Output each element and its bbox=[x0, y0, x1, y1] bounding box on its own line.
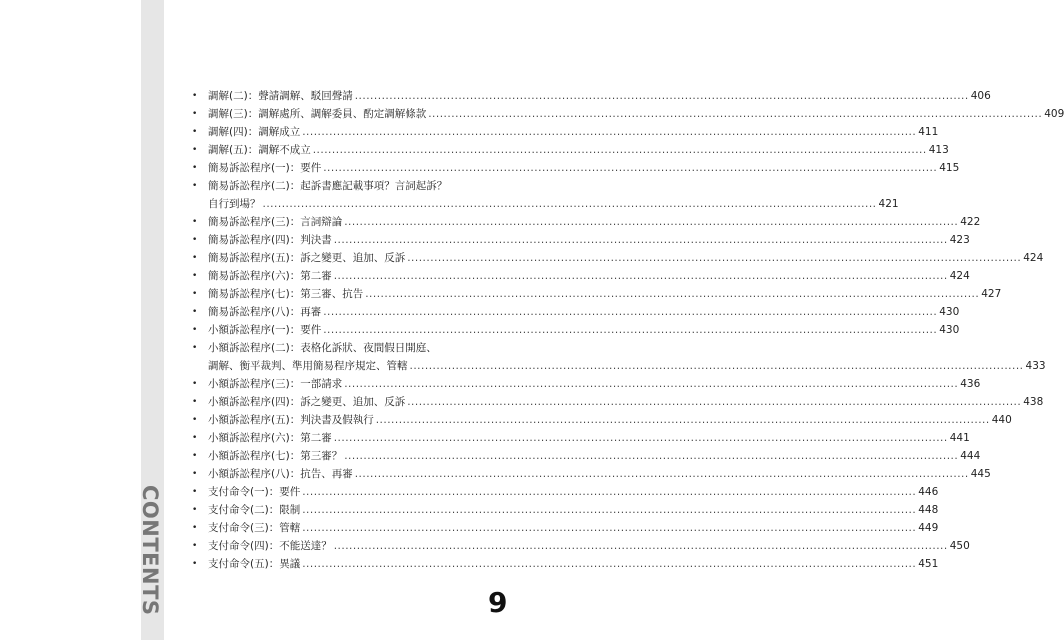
toc-entry-title: 簡易訴訟程序(一)：要件 bbox=[208, 162, 322, 174]
toc-entry-title: 小額訴訟程序(五)：判決書及假執行 bbox=[208, 414, 374, 426]
bullet-icon: • bbox=[192, 397, 198, 407]
dot-leader: ................................................................................................................................................................ bbox=[323, 162, 938, 174]
toc-entry-page: 430 bbox=[939, 306, 960, 318]
toc-entry-page: 424 bbox=[1023, 252, 1044, 264]
dot-leader: ................................................................................................................................................................ bbox=[375, 414, 990, 426]
bullet-icon: • bbox=[192, 523, 198, 533]
toc-entry-page: 406 bbox=[970, 90, 991, 102]
toc-entry-title: 調解(五)：調解不成立 bbox=[208, 144, 311, 156]
bullet-icon: • bbox=[192, 127, 198, 137]
toc-entry-title: 簡易訴訟程序(五)：訴之變更、追加、反訴 bbox=[208, 252, 406, 264]
toc-entry bbox=[192, 231, 970, 249]
toc-entry bbox=[192, 105, 1064, 123]
dot-leader: ................................................................................................................................................................ bbox=[333, 270, 948, 282]
toc-entry-page: 430 bbox=[939, 324, 960, 336]
toc-entry bbox=[192, 411, 1012, 429]
toc-entry bbox=[192, 429, 970, 447]
toc-entry bbox=[192, 447, 981, 465]
dot-leader: ................................................................................................................................................................ bbox=[333, 540, 948, 552]
toc-entry bbox=[192, 375, 981, 393]
bullet-icon: • bbox=[192, 109, 198, 119]
toc-entry-page: 427 bbox=[981, 288, 1002, 300]
toc-entry bbox=[192, 465, 991, 483]
toc-entry-title: 簡易訴訟程序(三)：言詞辯論 bbox=[208, 216, 343, 228]
contents-side-label: CONTENTS bbox=[138, 485, 162, 616]
toc-entry bbox=[192, 123, 939, 141]
bullet-icon: • bbox=[192, 271, 198, 281]
toc-entry-title: 自行到場？ bbox=[208, 198, 261, 210]
bullet-icon: • bbox=[192, 253, 198, 263]
toc-entry bbox=[192, 303, 960, 321]
toc-entry bbox=[192, 267, 970, 285]
bullet-icon: • bbox=[192, 325, 198, 335]
toc-entry bbox=[192, 159, 960, 177]
bullet-icon: • bbox=[192, 415, 198, 425]
toc-entry-title: 簡易訴訟程序(二)：起訴書應記載事項？言詞起訴？ bbox=[208, 180, 448, 192]
dot-leader: ................................................................................................................................................................ bbox=[407, 396, 1022, 408]
toc-entry-title: 小額訴訟程序(四)：訴之變更、追加、反訴 bbox=[208, 396, 406, 408]
toc-entry-page: 450 bbox=[949, 540, 970, 552]
table-of-contents bbox=[192, 87, 1064, 573]
dot-leader: ................................................................................................................................................................ bbox=[344, 450, 959, 462]
bullet-icon: • bbox=[192, 451, 198, 461]
dot-leader: ................................................................................................................................................................ bbox=[302, 522, 917, 534]
bullet-icon: • bbox=[192, 505, 198, 515]
toc-entry-title: 小額訴訟程序(一)：要件 bbox=[208, 324, 322, 336]
toc-entry-page: 440 bbox=[991, 414, 1012, 426]
toc-entry-title: 小額訴訟程序(七)：第三審？ bbox=[208, 450, 343, 462]
dot-leader: ................................................................................................................................................................ bbox=[302, 126, 917, 138]
toc-entry-page: 446 bbox=[918, 486, 939, 498]
bullet-icon: • bbox=[192, 469, 198, 479]
bullet-icon: • bbox=[192, 289, 198, 299]
toc-entry-page: 411 bbox=[918, 126, 939, 138]
bullet-icon: • bbox=[192, 217, 198, 227]
toc-entry-title: 調解(四)：調解成立 bbox=[208, 126, 301, 138]
toc-entry-page: 415 bbox=[939, 162, 960, 174]
toc-entry bbox=[192, 537, 970, 555]
toc-entry bbox=[192, 213, 981, 231]
toc-entry-page: 423 bbox=[949, 234, 970, 246]
toc-entry-title: 支付命令(四)：不能送達？ bbox=[208, 540, 332, 552]
toc-entry bbox=[192, 177, 899, 213]
toc-entry bbox=[192, 285, 1002, 303]
toc-entry bbox=[192, 555, 939, 573]
dot-leader: ................................................................................................................................................................ bbox=[312, 144, 927, 156]
toc-entry-title: 調解(二)：聲請調解、駁回聲請 bbox=[208, 90, 353, 102]
toc-entry-page: 441 bbox=[949, 432, 970, 444]
toc-entry-page: 448 bbox=[918, 504, 939, 516]
toc-entry bbox=[192, 339, 1046, 375]
toc-entry-title: 小額訴訟程序(三)：一部請求 bbox=[208, 378, 343, 390]
dot-leader: ................................................................................................................................................................ bbox=[428, 108, 1043, 120]
dot-leader: ................................................................................................................................................................ bbox=[323, 324, 938, 336]
dot-leader: ................................................................................................................................................................ bbox=[302, 558, 917, 570]
dot-leader: ................................................................................................................................................................ bbox=[407, 252, 1022, 264]
dot-leader: ................................................................................................................................................................ bbox=[365, 288, 980, 300]
bullet-icon: • bbox=[192, 343, 198, 353]
toc-entry-page: 424 bbox=[949, 270, 970, 282]
toc-entry-page: 413 bbox=[928, 144, 949, 156]
toc-entry-title: 支付命令(五)：異議 bbox=[208, 558, 301, 570]
toc-entry-page: 438 bbox=[1023, 396, 1044, 408]
toc-entry-title: 簡易訴訟程序(四)：判決書 bbox=[208, 234, 332, 246]
bullet-icon: • bbox=[192, 145, 198, 155]
toc-entry-title: 調解、衡平裁判、準用簡易程序規定、管轄 bbox=[208, 360, 408, 372]
bullet-icon: • bbox=[192, 379, 198, 389]
dot-leader: ................................................................................................................................................................ bbox=[323, 306, 938, 318]
dot-leader: ................................................................................................................................................................ bbox=[262, 198, 877, 210]
toc-entry-page: 422 bbox=[960, 216, 981, 228]
toc-entry-title: 小額訴訟程序(二)：表格化訴狀、夜間假日開庭、 bbox=[208, 342, 437, 354]
toc-entry-page: 433 bbox=[1025, 360, 1046, 372]
toc-entry bbox=[192, 87, 991, 105]
toc-entry-page: 436 bbox=[960, 378, 981, 390]
dot-leader: ................................................................................................................................................................ bbox=[302, 486, 917, 498]
dot-leader: ................................................................................................................................................................ bbox=[344, 378, 959, 390]
bullet-icon: • bbox=[192, 541, 198, 551]
toc-entry-title: 支付命令(一)：要件 bbox=[208, 486, 301, 498]
toc-entry-page: 409 bbox=[1044, 108, 1064, 120]
dot-leader: ................................................................................................................................................................ bbox=[344, 216, 959, 228]
bullet-icon: • bbox=[192, 433, 198, 443]
toc-entry-page: 445 bbox=[970, 468, 991, 480]
bullet-icon: • bbox=[192, 163, 198, 173]
dot-leader: ................................................................................................................................................................ bbox=[354, 90, 969, 102]
dot-leader: ................................................................................................................................................................ bbox=[333, 234, 948, 246]
toc-entry-title: 簡易訴訟程序(七)：第三審、抗告 bbox=[208, 288, 364, 300]
bullet-icon: • bbox=[192, 559, 198, 569]
page-number: 9 bbox=[488, 586, 508, 619]
toc-entry-title: 調解(三)：調解處所、調解委員、酌定調解條款 bbox=[208, 108, 427, 120]
toc-entry-page: 421 bbox=[878, 198, 899, 210]
bullet-icon: • bbox=[192, 181, 198, 191]
bullet-icon: • bbox=[192, 235, 198, 245]
toc-entry-page: 449 bbox=[918, 522, 939, 534]
toc-entry-page: 444 bbox=[960, 450, 981, 462]
dot-leader: ................................................................................................................................................................ bbox=[333, 432, 948, 444]
toc-entry bbox=[192, 141, 949, 159]
toc-entry bbox=[192, 249, 1044, 267]
toc-entry bbox=[192, 483, 939, 501]
toc-entry-title: 簡易訴訟程序(八)：再審 bbox=[208, 306, 322, 318]
dot-leader: ................................................................................................................................................................ bbox=[409, 360, 1024, 372]
toc-entry-page: 451 bbox=[918, 558, 939, 570]
toc-entry-title: 支付命令(二)：限制 bbox=[208, 504, 301, 516]
toc-entry-title: 支付命令(三)：管轄 bbox=[208, 522, 301, 534]
toc-entry-title: 簡易訴訟程序(六)：第二審 bbox=[208, 270, 332, 282]
dot-leader: ................................................................................................................................................................ bbox=[302, 504, 917, 516]
bullet-icon: • bbox=[192, 91, 198, 101]
bullet-icon: • bbox=[192, 307, 198, 317]
toc-entry bbox=[192, 321, 960, 339]
toc-entry-title: 小額訴訟程序(八)：抗告、再審 bbox=[208, 468, 353, 480]
toc-entry bbox=[192, 519, 939, 537]
toc-entry bbox=[192, 501, 939, 519]
dot-leader: ................................................................................................................................................................ bbox=[354, 468, 969, 480]
toc-entry bbox=[192, 393, 1044, 411]
bullet-icon: • bbox=[192, 487, 198, 497]
toc-entry-title: 小額訴訟程序(六)：第二審 bbox=[208, 432, 332, 444]
